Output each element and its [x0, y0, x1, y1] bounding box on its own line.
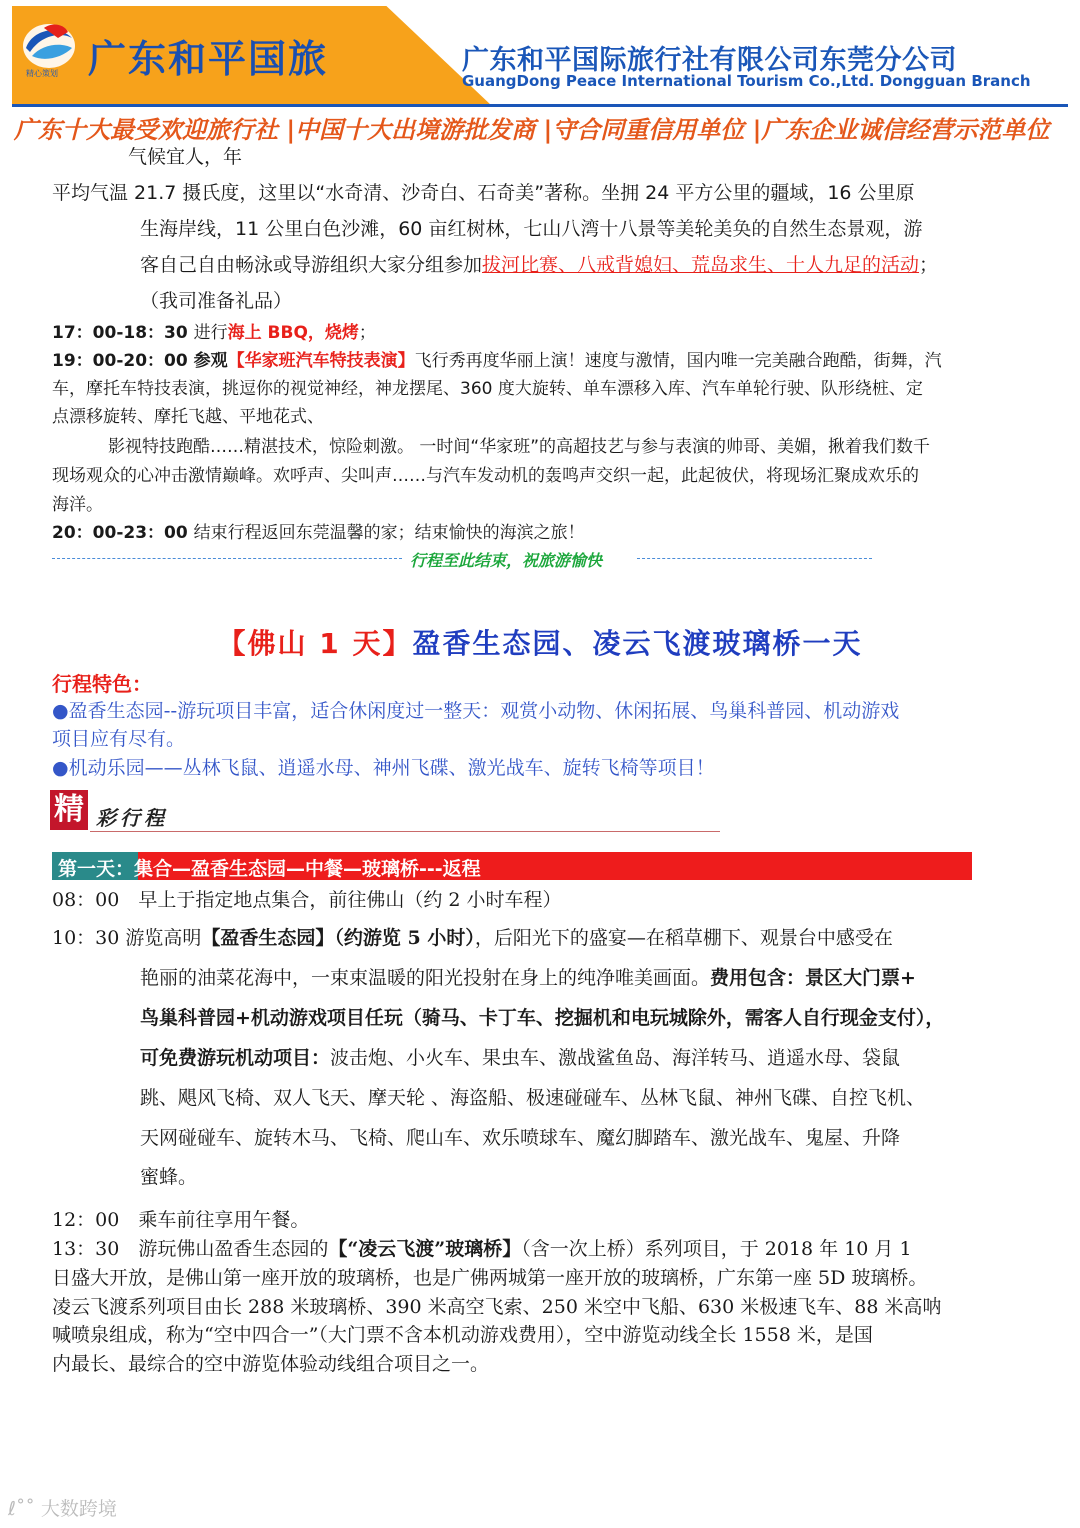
schedule-line — [52, 923, 893, 950]
logo-caption: 精心策划 — [26, 69, 58, 78]
text-span: 13：30 游玩佛山盈香生态园的 — [52, 1238, 329, 1260]
schedule-line: 内最长、最综合的空中游览体验动线组合项目之一。 — [52, 1353, 490, 1375]
schedule-line: 凌云飞渡系列项目由长 288 米玻璃桥、390 米高空飞索、250 米空中飞船、630 米极速飞车、88 米高呐 — [52, 1296, 942, 1318]
text-line: 生海岸线，11 公里白色沙滩，60 亩红树林，七山八湾十八景等美轮美奂的自然生态景观，游 — [140, 218, 923, 240]
schedule-line: 12：00 乘车前往享用午餐。 — [52, 1209, 310, 1231]
globe-logo-icon — [18, 18, 80, 80]
itinerary-end-divider — [52, 549, 872, 569]
company-name-en: GuangDong Peace International Tourism Co.,Ltd. Dongguan Branch — [462, 72, 1031, 90]
schedule-line: 天网碰碰车、旋转木马、飞椅、爬山车、欢乐喷球车、魔幻脚踏车、激光战车、鬼屋、升降 — [140, 1127, 901, 1149]
heading-underline — [90, 831, 720, 832]
day1-banner — [52, 852, 972, 880]
letterhead — [0, 0, 1080, 145]
text-line: 现场观众的心冲击激情巅峰。欢呼声、尖叫声……与汽车发动机的轰鸣声交织一起，此起彼伏，将现场汇聚成欢乐的 — [52, 466, 919, 486]
text-span: 客自己自由畅泳或导游组织大家分组参加 — [140, 254, 483, 276]
text-span: 艳丽的油菜花海中，一束束温暖的阳光投射在身上的纯净唯美画面。 — [140, 967, 711, 989]
text-line — [140, 250, 938, 277]
highlight-itinerary-heading: 彩行程 — [96, 806, 168, 830]
text-span: （含一次上桥）系列项目，于 2018 年 10 月 1 — [521, 1238, 912, 1260]
text-span: ，后阳光下的盛宴—在稻草棚下、观景台中感受在 — [474, 927, 893, 949]
time-label: 17：00-18：30 — [52, 323, 194, 343]
company-name: 广东和平国际旅行社有限公司东莞分公司 — [462, 45, 957, 76]
schedule-end — [52, 518, 585, 543]
text-line: 海洋。 — [52, 495, 103, 515]
divider-line-left — [52, 558, 402, 560]
schedule-line: 喊喷泉组成，称为“空中四合一”（大门票不含本机动游戏费用），空中游览动线全长 1558 米，是国 — [52, 1324, 873, 1346]
schedule-line: 跳、飓风飞椅、双人飞天、摩天轮 、海盗船、极速碰碰车、丛林飞鼠、神州飞碟、自控飞机、 — [140, 1087, 926, 1109]
schedule-show — [52, 346, 942, 371]
itinerary-end-text: 行程至此结束，祝旅游愉快 — [410, 551, 603, 570]
fee-includes: 费用包含：景区大门票+ — [710, 967, 916, 989]
text-line: （我司准备礼品） — [140, 290, 293, 312]
text-span: ； — [358, 323, 376, 343]
title-bracket: 【佛山 1 天】 — [217, 627, 413, 660]
activities-highlight: 拔河比赛、八戒背媳妇、荒岛求生、十人九足的活动 — [482, 254, 920, 276]
features-label: 行程特色： — [52, 672, 152, 696]
text-span: 飞行秀再度华丽上演！速度与激情，国内唯一完美融合跑酷，街舞，汽 — [414, 351, 942, 371]
schedule-line — [140, 963, 916, 990]
header-divider — [12, 104, 1068, 107]
schedule-line: 蜜蜂。 — [140, 1166, 198, 1188]
time-label: 19：00-20：00 参观 — [52, 351, 228, 371]
schedule-bbq — [52, 318, 376, 343]
watermark — [8, 1494, 117, 1521]
day1-title: 第一天：集合—盈香生态园—中餐—玻璃桥---返程 — [58, 858, 481, 880]
text-span: 10：30 游览高明 — [52, 927, 202, 949]
text-line: 车，摩托车特技表演，挑逗你的视觉神经，神龙摆尾、360 度大旋转、单车漂移入库、汽车单轮行驶、队形绕桩、定 — [52, 379, 923, 399]
title-text: 盈香生态园、凌云飞渡玻璃桥一天 — [412, 627, 863, 660]
watermark-logo-icon: ℓ˚˚ — [8, 1498, 41, 1520]
text-span: 进行 — [193, 323, 228, 343]
schedule-line — [140, 1043, 900, 1070]
park-name: 【盈香生态园】（约游览 5 小时） — [201, 927, 475, 949]
text-line: 平均气温 21.7 摄氏度，这里以“水奇清、沙奇白、石奇美”著称。坐拥 24 平方公里的疆域，16 公里原 — [52, 182, 915, 204]
section-title — [0, 622, 1080, 662]
text-line: 点漂移旋转、摩托飞越、平地花式、 — [52, 407, 324, 427]
feature-item: ●盈香生态园--游玩项目丰富，适合休闲度过一整天：观赏小动物、休闲拓展、鸟巢科普园、机动游戏 — [52, 700, 900, 722]
highlight-itinerary-badge: 精 — [50, 790, 88, 830]
schedule-line: 08：00 早上于指定地点集合，前往佛山（约 2 小时车程） — [52, 889, 562, 911]
brand-name: 广东和平国旅 — [88, 37, 329, 81]
free-rides-label: 可免费游玩机动项目： — [140, 1047, 331, 1069]
schedule-line: 日盛大开放，是佛山第一座开放的玻璃桥，也是广佛两城第一座开放的玻璃桥，广东第一座 5D 玻璃桥。 — [52, 1267, 928, 1289]
text-line: 影视特技跑酷……精湛技术，惊险刺激。 一时间“华家班”的高超技艺与参与表演的帅哥、美媚，揪着我们数千 — [108, 437, 931, 457]
time-label: 20：00-23：00 — [52, 523, 194, 543]
feature-item-cont: 项目应有尽有。 — [52, 728, 186, 750]
header-slogan: 广东十大最受欢迎旅行社 |中国十大出境游批发商 |守合同重信用单位 |广东企业诚信经营示范单位 — [14, 116, 1050, 144]
text-span: 波击炮、小火车、果虫车、激战鲨鱼岛、海洋转马、逍遥水母、袋鼠 — [330, 1047, 901, 1069]
bridge-name: 【“凌云飞渡”玻璃桥】 — [328, 1238, 522, 1260]
watermark-text: 大数跨境 — [40, 1498, 117, 1520]
divider-line-right — [637, 558, 872, 560]
bbq-highlight: 海上 BBQ，烧烤 — [227, 323, 359, 343]
show-highlight: 【华家班汽车特技表演】 — [227, 351, 415, 371]
feature-item: ●机动乐园——丛林飞鼠、逍遥水母、神州飞碟、激光战车、旋转飞椅等项目！ — [52, 757, 715, 779]
text-line: 气候宜人，年 — [128, 146, 243, 168]
text-span: ； — [919, 254, 939, 276]
schedule-line: 鸟巢科普园+机动游戏项目任玩（骑马、卡丁车、挖掘机和电玩城除外，需客人自行现金支付）， — [140, 1007, 945, 1029]
schedule-line — [52, 1234, 912, 1261]
text-span: 结束行程返回东莞温馨的家；结束愉快的海滨之旅！ — [193, 523, 585, 543]
